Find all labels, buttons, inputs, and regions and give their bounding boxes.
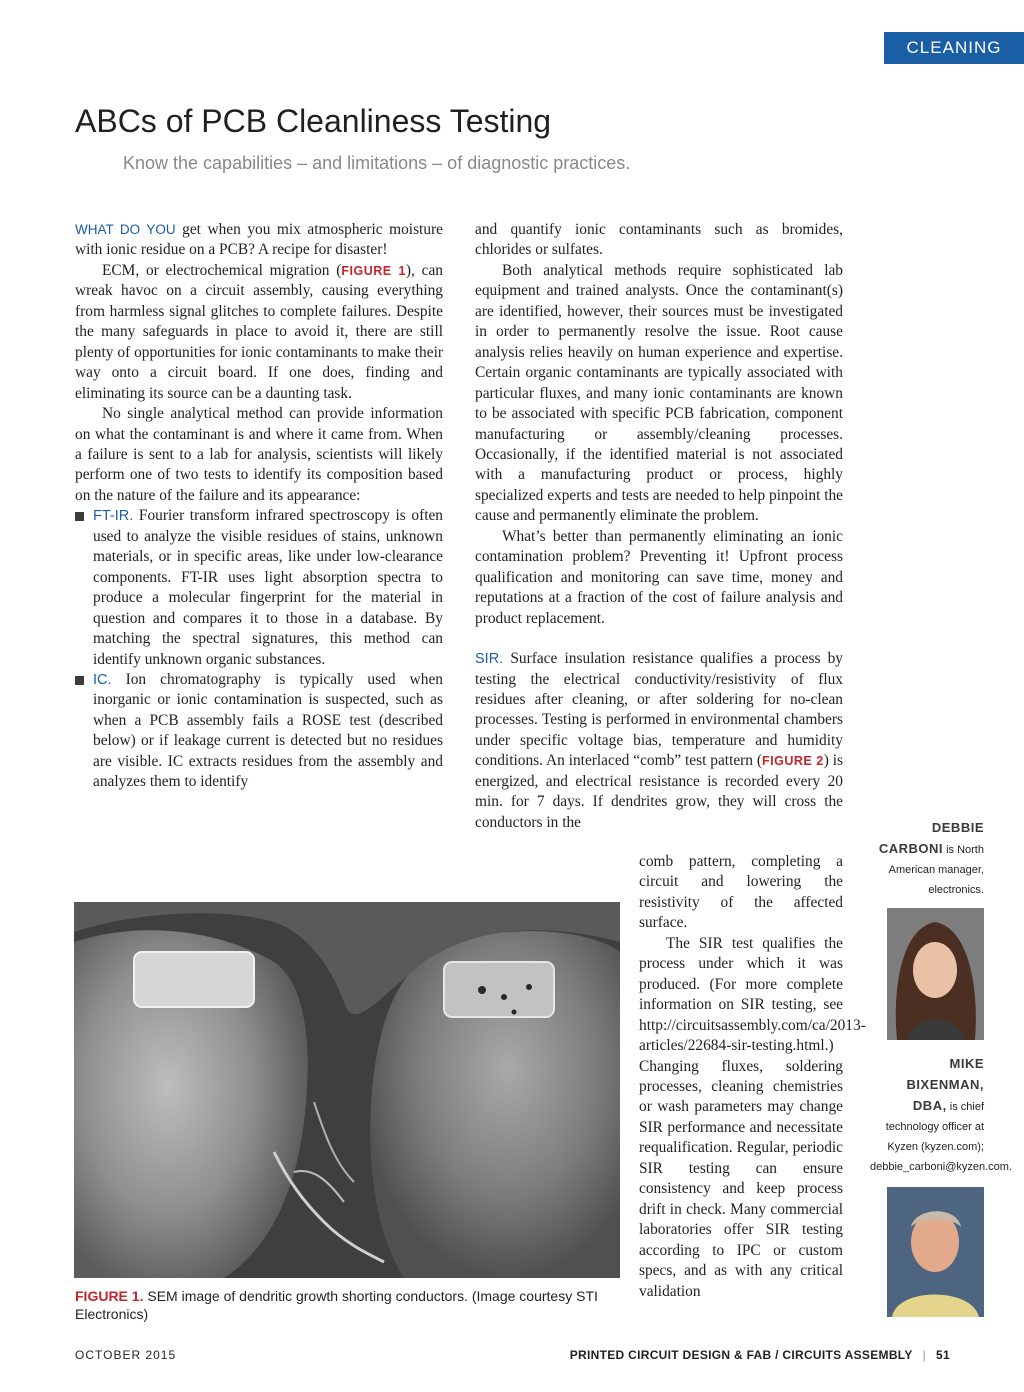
paragraph: No single analytical method can provide information on what the contaminant is and where it came from. When a failure is sent to a lab for analysis, scientists will likely perform one of two tests to identify its composition based on the nature of the failure and its appearance: [75,405,443,504]
author-name: MIKE BIXENMAN, DBA, [906,1056,984,1113]
author-name: DEBBIE CARBONI [878,820,984,856]
bullet-label: FT-IR. [93,508,134,525]
article-title: ABCs of PCB Cleanliness Testing [75,103,552,139]
paragraph: The SIR test qualifies the process under which it was produced. (For more complete information on SIR testing, see http://circuitsassembly.com/ca/2013-articles/22684-sir-testing.html.) Changing fluxes, soldering processes, cleaning chemistries or wash parameters may change SIR performance and necessitate requalification. Regular, periodic SIR testing can ensure consistency and keep process drift in check. Many commercial laboratories offer SIR testing according to IPC or custom specs, and as with any critical validation [639,934,866,1300]
article-subtitle: Know the capabilities – and limitations – of diagnostic practices. [123,153,631,173]
lead-in: WHAT DO YOU [75,222,176,237]
paragraph: comb pattern, completing a circuit and lowering the resistivity of the affected surface. [639,853,843,932]
section-label-sir: SIR. [475,651,504,668]
paragraph: and quantify ionic contaminants such as bromides, chlorides or sulfates. [475,221,843,259]
paragraph: Both analytical methods require sophisticated lab equipment and trained analysts. Once the contaminant(s) are identified, however, their sources must be investigated in order to permanently resolve the issue. Root cause analysis relies heavily on human experience and expertise. Certain organic contaminants are typically associated with particular fluxes, and many ionic contaminants are known to be associated with specific PCB fabrication, component manufacturing or assembly/cleaning processes. Occasionally, if the identified material is not associated with a manufacturing product or process, highly specialized experts and tests are needed to help pinpoint the cause and permanently eliminate the problem. [475,261,843,525]
footer-publication: PRINTED CIRCUIT DESIGN & FAB / CIRCUITS ASSEMBLY | 51 [569,1348,950,1362]
author-1-photo [887,908,984,1040]
bullet-square-icon [75,676,84,685]
sem-image-illustration [74,902,620,1278]
bullet-square-icon [75,512,84,521]
author-bio-text: is chief technology officer at Kyzen (kyzen.com); debbie_carboni@kyzen.com. [870,1101,1013,1173]
paragraph: ECM, or electrochemical migration (FIGURE 1), can wreak havoc on a circuit assembly, causing everything from harmless signal glitches to complete failures. Despite the many safeguards in place to avoid it, there are still plenty of opportunities for ionic contaminants to make their way onto a circuit board. If one does, finding and eliminating its source can be a daunting task. [75,261,443,402]
author-bio-2 [870,1054,1013,1177]
section-tag: CLEANING [884,32,1024,64]
column-2-narrow [639,852,866,1302]
figure-label: FIGURE 1. [75,1288,144,1304]
footer-date: OCTOBER 2015 [75,1348,177,1362]
headshot-illustration [887,1187,984,1317]
figure-1-reference[interactable]: FIGURE 1 [341,263,406,278]
headshot-illustration [887,908,984,1040]
bullet-label: IC. [93,671,112,688]
column-1 [75,220,443,793]
page-number: 51 [936,1348,950,1362]
bullet-item-ic: IC. Ion chromatography is typically used when inorganic or ionic contamination is suspected, such as when a PCB assembly fails a ROSE test (described below) or if leakage current is detected but no residues are visible. IC extracts residues from the assembly and analyzes them to identify [75,670,443,793]
figure-2-reference[interactable]: FIGURE 2 [762,754,824,769]
figure-1-sem-image [74,902,620,1278]
figure-1-caption: FIGURE 1. SEM image of dendritic growth shorting conductors. (Image courtesy STI Electronics) [75,1288,598,1322]
footer-divider: | [922,1348,927,1362]
paragraph: What’s better than permanently eliminating an ionic contamination problem? Preventing it! Upfront process qualification and monitoring can save time, money and reputations at a fraction of the cost of failure analysis and product replacement. [475,527,843,627]
author-bio-text: is North American manager, electronics. [888,844,984,896]
author-bio-1 [870,818,984,900]
paragraph: SIR. Surface insulation resistance qualifies a process by testing the electrical conductivity/resistivity of flux residues after cleaning, or after soldering for no-clean processes. Testing is performed in environmental chambers under specific voltage bias, temperature and humidity conditions. An interlaced “comb” test pattern (FIGURE 2) is energized, and electrical resistance is recorded every 20 min. for 7 days. If dendrites grow, they will cross the conductors in the [475,650,843,831]
bullet-item-ftir: FT-IR. Fourier transform infrared spectroscopy is often used to analyze the visible residues of stains, unknown materials, or in specific areas, like under low-clearance components. FT-IR uses light absorption spectra to produce a molecular fingerprint for the material in question and compares it to those in a database. By matching the spectral signatures, this method can identify unknown organic substances. [75,506,443,670]
column-2 [475,220,843,833]
author-2-photo [887,1187,984,1317]
paragraph: WHAT DO YOU get when you mix atmospheric moisture with ionic residue on a PCB? A recipe for disaster! [75,221,443,259]
